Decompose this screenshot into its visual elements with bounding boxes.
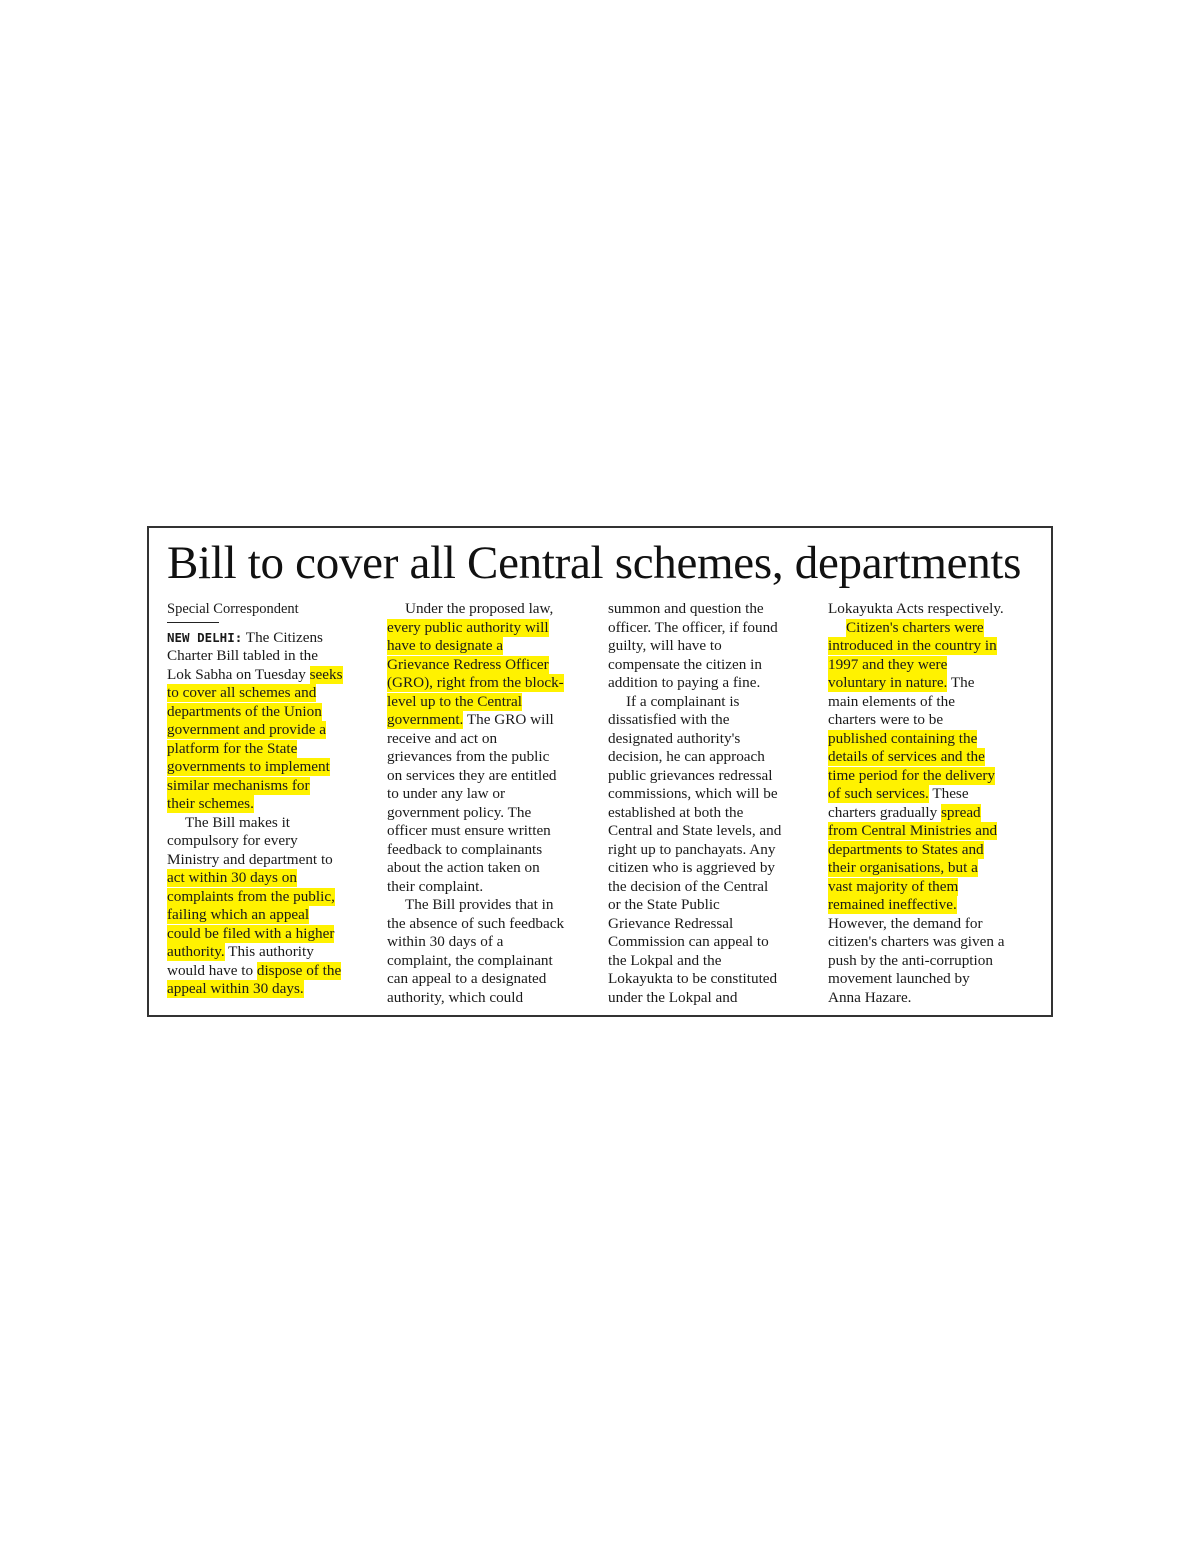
highlighted-text: act within 30 days on (167, 869, 297, 886)
article-line (167, 980, 375, 999)
text-segment: This authority (224, 943, 314, 960)
highlighted-text: government and provide a (167, 721, 326, 738)
highlighted-text: 1997 and they were (828, 655, 948, 673)
highlighted-text: Citizen's charters were (846, 618, 984, 636)
highlighted-text: could be filed with a higher (167, 924, 335, 942)
article-line (608, 878, 816, 897)
text-segment: dissatisfied with the (608, 711, 730, 728)
article-line (828, 933, 1036, 952)
highlighted-text: authority. (167, 943, 225, 960)
article-line (387, 619, 595, 638)
article-line (387, 600, 595, 619)
article-line (608, 989, 816, 1008)
highlighted-text: their schemes. (167, 795, 254, 812)
article-line (167, 888, 375, 907)
text-segment: to under any law or (387, 785, 506, 802)
text-segment: decision, he can approach (608, 748, 765, 765)
article-line (608, 693, 816, 712)
highlighted-text: voluntary in nature. (828, 674, 948, 691)
highlighted-text: introduced in the country in (828, 637, 997, 654)
article-line (387, 711, 595, 730)
highlighted-text: to cover all schemes and (167, 684, 317, 701)
text-segment: right up to panchayats. Any (608, 840, 776, 858)
highlighted-text: their organisations, but a (828, 859, 978, 876)
highlighted-text: of such services. (828, 785, 929, 802)
article-line (608, 619, 816, 638)
article-line (828, 711, 1036, 730)
newspaper-clipping (147, 526, 1053, 1017)
article-line (828, 619, 1036, 638)
text-segment: within 30 days of a (387, 933, 504, 950)
text-segment: Central and State levels, and (608, 822, 782, 839)
highlighted-text: Grievance Redress Officer (387, 655, 549, 673)
column-2-body (387, 600, 595, 1007)
article-line (167, 906, 375, 925)
article-line (387, 804, 595, 823)
headline: Bill to cover all Central schemes, departments (167, 537, 1022, 589)
article-line (828, 767, 1036, 786)
highlighted-text: (GRO), right from the block- (387, 674, 564, 691)
article-line (387, 915, 595, 934)
highlighted-text: have to designate a (387, 637, 503, 654)
text-segment: Lokayukta Acts respectively. (828, 600, 1004, 617)
text-segment: The Bill provides that in (405, 896, 554, 913)
article-line (167, 943, 375, 962)
article-line (828, 656, 1036, 675)
text-segment: However, the demand for (828, 914, 983, 932)
article-line (167, 684, 375, 703)
article-line (167, 703, 375, 722)
text-segment: main elements of the (828, 692, 955, 710)
article-line (608, 933, 816, 952)
highlighted-text: dispose of the (256, 961, 342, 979)
highlighted-text: complaints from the public, (167, 887, 335, 905)
article-line (828, 804, 1036, 823)
dateline: NEW DELHI: (167, 629, 243, 645)
byline-rule (167, 622, 219, 623)
highlighted-text: time period for the delivery (828, 766, 996, 784)
article-line (608, 748, 816, 767)
highlighted-text: departments of the Union (167, 702, 322, 720)
article-line (387, 748, 595, 767)
byline: Special Correspondent (167, 601, 299, 617)
highlighted-text: spread (941, 803, 981, 821)
text-segment: compulsory for every (167, 832, 298, 849)
highlighted-text: level up to the Central (387, 692, 522, 710)
article-line (167, 851, 375, 870)
article-line (167, 962, 375, 981)
text-segment: under the Lokpal and (608, 988, 738, 1006)
article-line (608, 804, 816, 823)
article-column-2 (387, 600, 595, 1007)
article-line (608, 674, 816, 693)
article-line (828, 989, 1036, 1008)
article-line (828, 841, 1036, 860)
article-line (828, 915, 1036, 934)
article-line (608, 841, 816, 860)
text-segment: or the State Public (608, 896, 720, 913)
article-line (167, 777, 375, 796)
text-segment: movement launched by (828, 970, 970, 987)
text-segment: government policy. The (387, 803, 532, 821)
text-segment: would have to (167, 961, 257, 979)
article-line (387, 896, 595, 915)
article-line (167, 758, 375, 777)
article-line (828, 878, 1036, 897)
highlighted-text: appeal within 30 days. (167, 980, 304, 997)
text-segment: can appeal to a designated (387, 970, 547, 987)
text-segment: the decision of the Central (608, 877, 769, 895)
article-line (387, 674, 595, 693)
column-1-first-line: The Citizens (242, 628, 323, 646)
text-segment: Lokayukta to be constituted (608, 970, 778, 987)
article-line (608, 915, 816, 934)
text-segment: If a complainant is (626, 692, 740, 710)
article-line (387, 637, 595, 656)
article-line (387, 841, 595, 860)
article-line (828, 970, 1036, 989)
text-segment: citizen's charters was given a (828, 933, 1005, 950)
article-line (608, 970, 816, 989)
article-line (387, 952, 595, 971)
article-line (608, 785, 816, 804)
text-segment: Under the proposed law, (405, 600, 554, 617)
text-segment: The Bill makes it (185, 813, 291, 831)
text-segment: guilty, will have to (608, 637, 722, 654)
article-line (828, 785, 1036, 804)
article-line (828, 859, 1036, 878)
text-segment: commissions, which will be (608, 785, 778, 802)
article-line (387, 656, 595, 675)
text-segment: citizen who is aggrieved by (608, 859, 776, 876)
article-line (387, 730, 595, 749)
highlighted-text: vast majority of them (828, 877, 959, 895)
article-line (387, 822, 595, 841)
article-line (828, 637, 1036, 656)
text-segment: public grievances redressal (608, 766, 773, 784)
article-line (828, 600, 1036, 619)
text-segment: charters were to be (828, 711, 944, 728)
article-line (167, 721, 375, 740)
article-line (387, 989, 595, 1008)
article-line (167, 832, 375, 851)
column-1-body (167, 647, 375, 999)
article-line (608, 859, 816, 878)
text-segment: Lok Sabha on Tuesday (167, 665, 310, 683)
text-segment: receive and act on (387, 729, 498, 747)
highlighted-text: from Central Ministries and (828, 822, 998, 839)
text-segment: about the action taken on (387, 859, 540, 876)
article-line (608, 656, 816, 675)
highlighted-text: departments to States and (828, 840, 984, 858)
article-line (387, 693, 595, 712)
article-line (608, 767, 816, 786)
text-segment: complaint, the complainant (387, 951, 553, 969)
column-3-body (608, 600, 816, 1007)
article-line (387, 767, 595, 786)
dateline-line (167, 629, 375, 648)
article-column-1 (167, 600, 375, 999)
text-segment: established at both the (608, 803, 744, 821)
text-segment: their complaint. (387, 877, 484, 895)
article-line (608, 952, 816, 971)
text-segment: push by the anti-corruption (828, 951, 993, 969)
article-line (167, 869, 375, 888)
text-segment: These (928, 785, 969, 802)
article-line (387, 859, 595, 878)
article-line (167, 740, 375, 759)
highlighted-text: government. (387, 711, 464, 728)
text-segment: Grievance Redressal (608, 914, 734, 932)
article-line (828, 822, 1036, 841)
highlighted-text: platform for the State (167, 739, 298, 757)
text-segment: the Lokpal and the (608, 951, 722, 969)
text-segment: grievances from the public (387, 748, 550, 765)
article-line (828, 952, 1036, 971)
article-line (828, 730, 1036, 749)
text-segment: addition to paying a fine. (608, 674, 761, 691)
highlighted-text: failing which an appeal (167, 906, 310, 923)
article-line (387, 970, 595, 989)
article-line (608, 896, 816, 915)
highlighted-text: every public authority will (387, 618, 549, 636)
text-segment: feedback to complainants (387, 840, 543, 858)
highlighted-text: published containing the (828, 729, 978, 747)
text-segment: on services they are entitled (387, 766, 557, 784)
text-segment: officer. The officer, if found (608, 618, 778, 636)
article-line (167, 647, 375, 666)
text-segment: Anna Hazare. (828, 988, 912, 1006)
article-line (608, 730, 816, 749)
highlighted-text: governments to implement (167, 758, 330, 775)
text-segment: designated authority's (608, 729, 741, 747)
article-column-4 (828, 600, 1036, 1007)
highlighted-text: seeks (309, 665, 343, 683)
text-segment: charters gradually (828, 803, 942, 821)
article-line (828, 896, 1036, 915)
article-line (167, 925, 375, 944)
highlighted-text: remained ineffective. (828, 896, 957, 913)
text-segment: the absence of such feedback (387, 914, 565, 932)
article-line (387, 878, 595, 897)
article-line (608, 637, 816, 656)
article-line (608, 822, 816, 841)
article-line (828, 693, 1036, 712)
text-segment: Charter Bill tabled in the (167, 647, 318, 664)
text-segment: authority, which could (387, 988, 524, 1006)
column-4-body (828, 600, 1036, 1007)
article-line (167, 795, 375, 814)
text-segment: compensate the citizen in (608, 655, 762, 673)
text-segment: The (947, 674, 975, 691)
highlighted-text: details of services and the (828, 748, 985, 765)
article-line (167, 666, 375, 685)
article-line (167, 814, 375, 833)
text-segment: summon and question the (608, 600, 764, 617)
text-segment: Commission can appeal to (608, 933, 769, 950)
article-line (828, 748, 1036, 767)
text-segment: officer must ensure written (387, 822, 551, 839)
highlighted-text: similar mechanisms for (167, 776, 310, 794)
article-line (828, 674, 1036, 693)
text-segment: Ministry and department to (167, 850, 333, 868)
article-line (387, 785, 595, 804)
text-segment: The GRO will (463, 711, 554, 728)
article-column-3 (608, 600, 816, 1007)
article-line (608, 600, 816, 619)
article-line (387, 933, 595, 952)
article-line (608, 711, 816, 730)
